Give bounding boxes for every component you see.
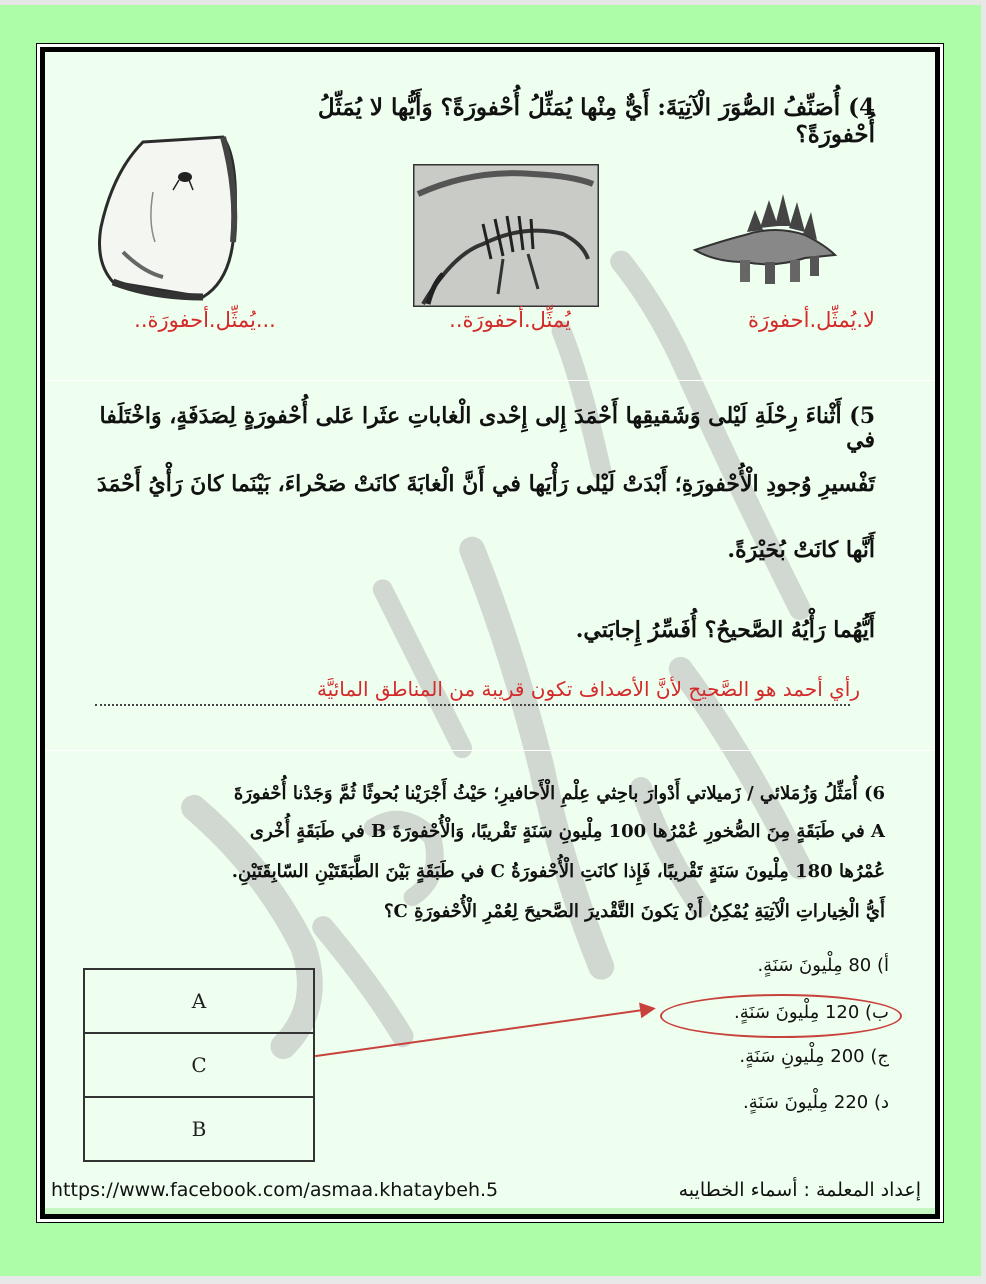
option-b[interactable]: ب) 120 مِلْيونَ سَنَةٍ. <box>734 1002 889 1023</box>
answer-skeleton: يُمثِّل.أحفورَة.. <box>449 308 571 332</box>
rock-strata-diagram <box>83 968 315 1162</box>
worksheet-content <box>40 47 940 1219</box>
selected-answer-circle <box>660 994 902 1038</box>
question-6-prompt: أَيُّ الْخِياراتِ الْآتِيَةِ يُمْكِنُ أَنْ يَكونَ التَّقْديرَ الصَّحيحَ لِعُمْرِ الْأُحْفورَةِ C؟ <box>383 901 885 922</box>
facebook-link[interactable]: https://www.facebook.com/asmaa.khataybeh.5 <box>51 1179 499 1201</box>
question-5-line-3: أَنَّها كانَتْ بُحَيْرَةً. <box>727 537 875 563</box>
arrow-line <box>315 1008 654 1056</box>
footer <box>51 1179 921 1201</box>
worksheet-page <box>36 43 944 1223</box>
question-6-line-3: عُمْرُها 180 مِلْيونَ سَنَةٍ تَقْريبًا، فَإِذا كانَتِ الْأُحْفورَةُ C في طَبَقَةٍ بَيْنَ الطَّبَقَتَيْنِ السّابِقَتَيْنِ. <box>231 861 885 882</box>
question-5-prompt: أَيُّهُما رَأْيُهُ الصَّحيحُ؟ أُفَسِّرُ إِجابَتي. <box>575 617 875 643</box>
option-c[interactable]: ج) 200 مِلْيونِ سَنَةٍ. <box>739 1046 889 1067</box>
question-4-title: 4) أُصَنِّفُ الصُّوَرَ الْآتِيَةَ: أَيٌّ مِنْها يُمَثِّلُ أُحْفورَةً؟ وَأَيُّها لا يُمَثِّلُ أُحْفورَةً؟ <box>317 94 875 148</box>
bottom-edge <box>0 1276 986 1284</box>
option-a[interactable]: أ) 80 مِلْيونَ سَنَةٍ. <box>757 955 889 976</box>
question-5-line-1: 5) أَثْناءَ رِحْلَةِ لَيْلى وَشَقيقِها أَحْمَدَ إِلى إِحْدى الْغاباتِ عثَرا عَلى أُحْفورَةٍ لِصَدَفَةٍ، وَاخْتَلَفا في <box>99 403 875 454</box>
insect-fossil-rock-image <box>93 132 243 302</box>
answer-insect-rock: ...يُمثِّل.أحفورَة.. <box>134 308 276 332</box>
stegosaurus-toy-image <box>685 180 845 290</box>
teacher-credit: إعداد المعلمة : أسماء الخطايبه <box>678 1179 921 1201</box>
question-5-line-2: تَفْسيرِ وُجودِ الْأُحْفورَةِ؛ أَبْدَتْ لَيْلى رَأْيَها في أَنَّ الْغابَةَ كانَتْ صَحْراءَ، بَيْنَما كانَ رَأْيُ أَحْمَدَ <box>96 471 875 497</box>
top-edge <box>0 0 986 5</box>
question-6-line-2: A في طَبَقَةٍ مِنَ الصُّخورِ عُمْرُها 100 مِلْيونِ سَنَةٍ تَقْريبًا، وَالْأُحْفورَةَ B في طَبَقَةٍ أُخْرى <box>249 821 885 842</box>
stratum-c: C <box>83 1032 315 1096</box>
stratum-b: B <box>83 1096 315 1162</box>
right-edge <box>981 0 986 1284</box>
answer-question-5: رأي أحمد هو الصَّحيح لأنَّ الأصداف تكون قريبة من المناطق المائيَّة <box>316 677 860 701</box>
answer-dotted-line <box>95 704 850 706</box>
section-divider <box>45 380 935 381</box>
answer-stegosaurus: لا.يُمثِّل.أحفورَة <box>748 308 875 332</box>
section-divider <box>45 750 935 751</box>
question-6-line-1: 6) أُمَثِّلُ وَزُمَلائي / زَميلاتي أَدْوارَ باحِثي عِلْمِ الْأَحافيرِ؛ حَيْثُ أَجْرَيْنا بُحوثًا ثُمَّ وَجَدْنا أُحْفورَةَ <box>233 783 885 804</box>
stratum-a: A <box>83 968 315 1032</box>
option-d[interactable]: د) 220 مِلْيونَ سَنَةٍ. <box>742 1092 889 1113</box>
dinosaur-skeleton-fossil-image <box>413 164 599 307</box>
